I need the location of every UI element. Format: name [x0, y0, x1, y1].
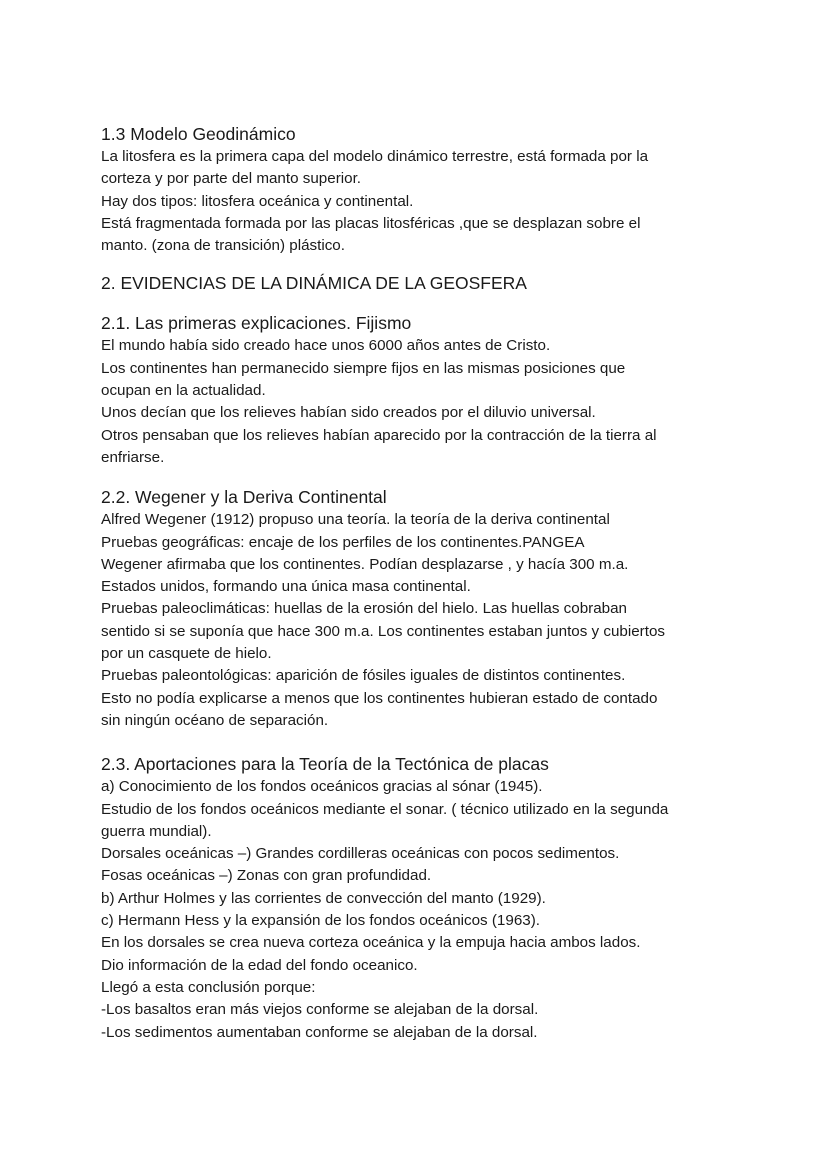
paragraph-line: c) Hermann Hess y la expansión de los fondos oceánicos (1963). [101, 912, 540, 930]
section-heading: 2.1. Las primeras explicaciones. Fijismo [101, 313, 412, 334]
paragraph-line: sin ningún océano de separación. [101, 711, 329, 729]
paragraph-line: En los dorsales se crea nueva corteza oceánica y la empuja hacia ambos lados. [101, 934, 641, 952]
paragraph-line: Dorsales oceánicas –) Grandes cordilleras oceánicas con pocos sedimentos. [101, 845, 620, 863]
paragraph-line: Dio información de la edad del fondo oceanico. [101, 956, 418, 974]
paragraph-line: Unos decían que los relieves habían sido creados por el diluvio universal. [101, 404, 596, 422]
section-fijismo [101, 311, 801, 469]
paragraph-line: manto. (zona de transición) plástico. [101, 237, 345, 255]
paragraph-line: Esto no podía explicarse a menos que los continentes hubieran estado de contado [101, 689, 658, 707]
paragraph-line: por un casquete de hielo. [101, 645, 272, 663]
paragraph-line: Está fragmentada formada por las placas litosféricas ,que se desplazan sobre el [101, 214, 641, 232]
paragraph-line: La litosfera es la primera capa del modelo dinámico terrestre, está formada por la [101, 148, 649, 165]
spacer [101, 257, 801, 271]
section-heading: 2.2. Wegener y la Deriva Continental [101, 487, 387, 508]
paragraph-line: Estudio de los fondos oceánicos mediante el sonar. ( técnico utilizado en la segunda [101, 800, 669, 818]
paragraph-line: Pruebas geográficas: encaje de los perfiles de los continentes.PANGEA [101, 533, 585, 551]
spacer [101, 295, 801, 311]
paragraph-line: sentido si se suponía que hace 300 m.a. Los continentes estaban juntos y cubiertos [101, 622, 665, 640]
paragraph-line: Fosas oceánicas –) Zonas con gran profundidad. [101, 867, 432, 885]
section-evidencias [101, 271, 801, 295]
paragraph-line: -Los sedimentos aumentaban conforme se alejaban de la dorsal. [101, 1023, 538, 1041]
paragraph-line: enfriarse. [101, 448, 165, 466]
paragraph-line: Estados unidos, formando una única masa continental. [101, 578, 471, 596]
paragraph-line: ocupan en la actualidad. [101, 382, 266, 400]
paragraph-line: corteza y por parte del manto superior. [101, 170, 362, 188]
paragraph-line: -Los basaltos eran más viejos conforme se alejaban de la dorsal. [101, 1001, 539, 1019]
section-heading: 2. EVIDENCIAS DE LA DINÁMICA DE LA GEOSFERA [101, 273, 527, 294]
spacer [101, 469, 801, 485]
paragraph-line: a) Conocimiento de los fondos oceánicos gracias al sónar (1945). [101, 778, 543, 796]
section-heading: 1.3 Modelo Geodinámico [101, 124, 296, 144]
section-wegener [101, 485, 801, 732]
section-heading: 2.3. Aportaciones para la Teoría de la Tectónica de placas [101, 754, 549, 775]
paragraph-line: b) Arthur Holmes y las corrientes de convección del manto (1929). [101, 889, 546, 907]
paragraph-line: guerra mundial). [101, 822, 212, 840]
paragraph-line: Los continentes han permanecido siempre fijos en las mismas posiciones que [101, 359, 626, 377]
paragraph-line: Llegó a esta conclusión porque: [101, 978, 316, 996]
paragraph-line: Pruebas paleontológicas: aparición de fósiles iguales de distintos continentes. [101, 667, 626, 685]
paragraph-line: Pruebas paleoclimáticas: huellas de la erosión del hielo. Las huellas cobraban [101, 600, 627, 618]
paragraph-line: Alfred Wegener (1912) propuso una teoría. la teoría de la deriva continental [101, 511, 610, 529]
paragraph-line: El mundo había sido creado hace unos 6000 años antes de Cristo. [101, 337, 551, 355]
paragraph-line: Wegener afirmaba que los continentes. Podían desplazarse , y hacía 300 m.a. [101, 555, 629, 573]
section-tectonica [101, 752, 801, 1044]
paragraph-line: Otros pensaban que los relieves habían aparecido por la contracción de la tierra al [101, 426, 657, 444]
spacer [101, 732, 801, 752]
section-modelo-geodinamico [101, 122, 801, 257]
document-page [101, 122, 801, 1044]
paragraph-line: Hay dos tipos: litosfera oceánica y continental. [101, 192, 414, 210]
